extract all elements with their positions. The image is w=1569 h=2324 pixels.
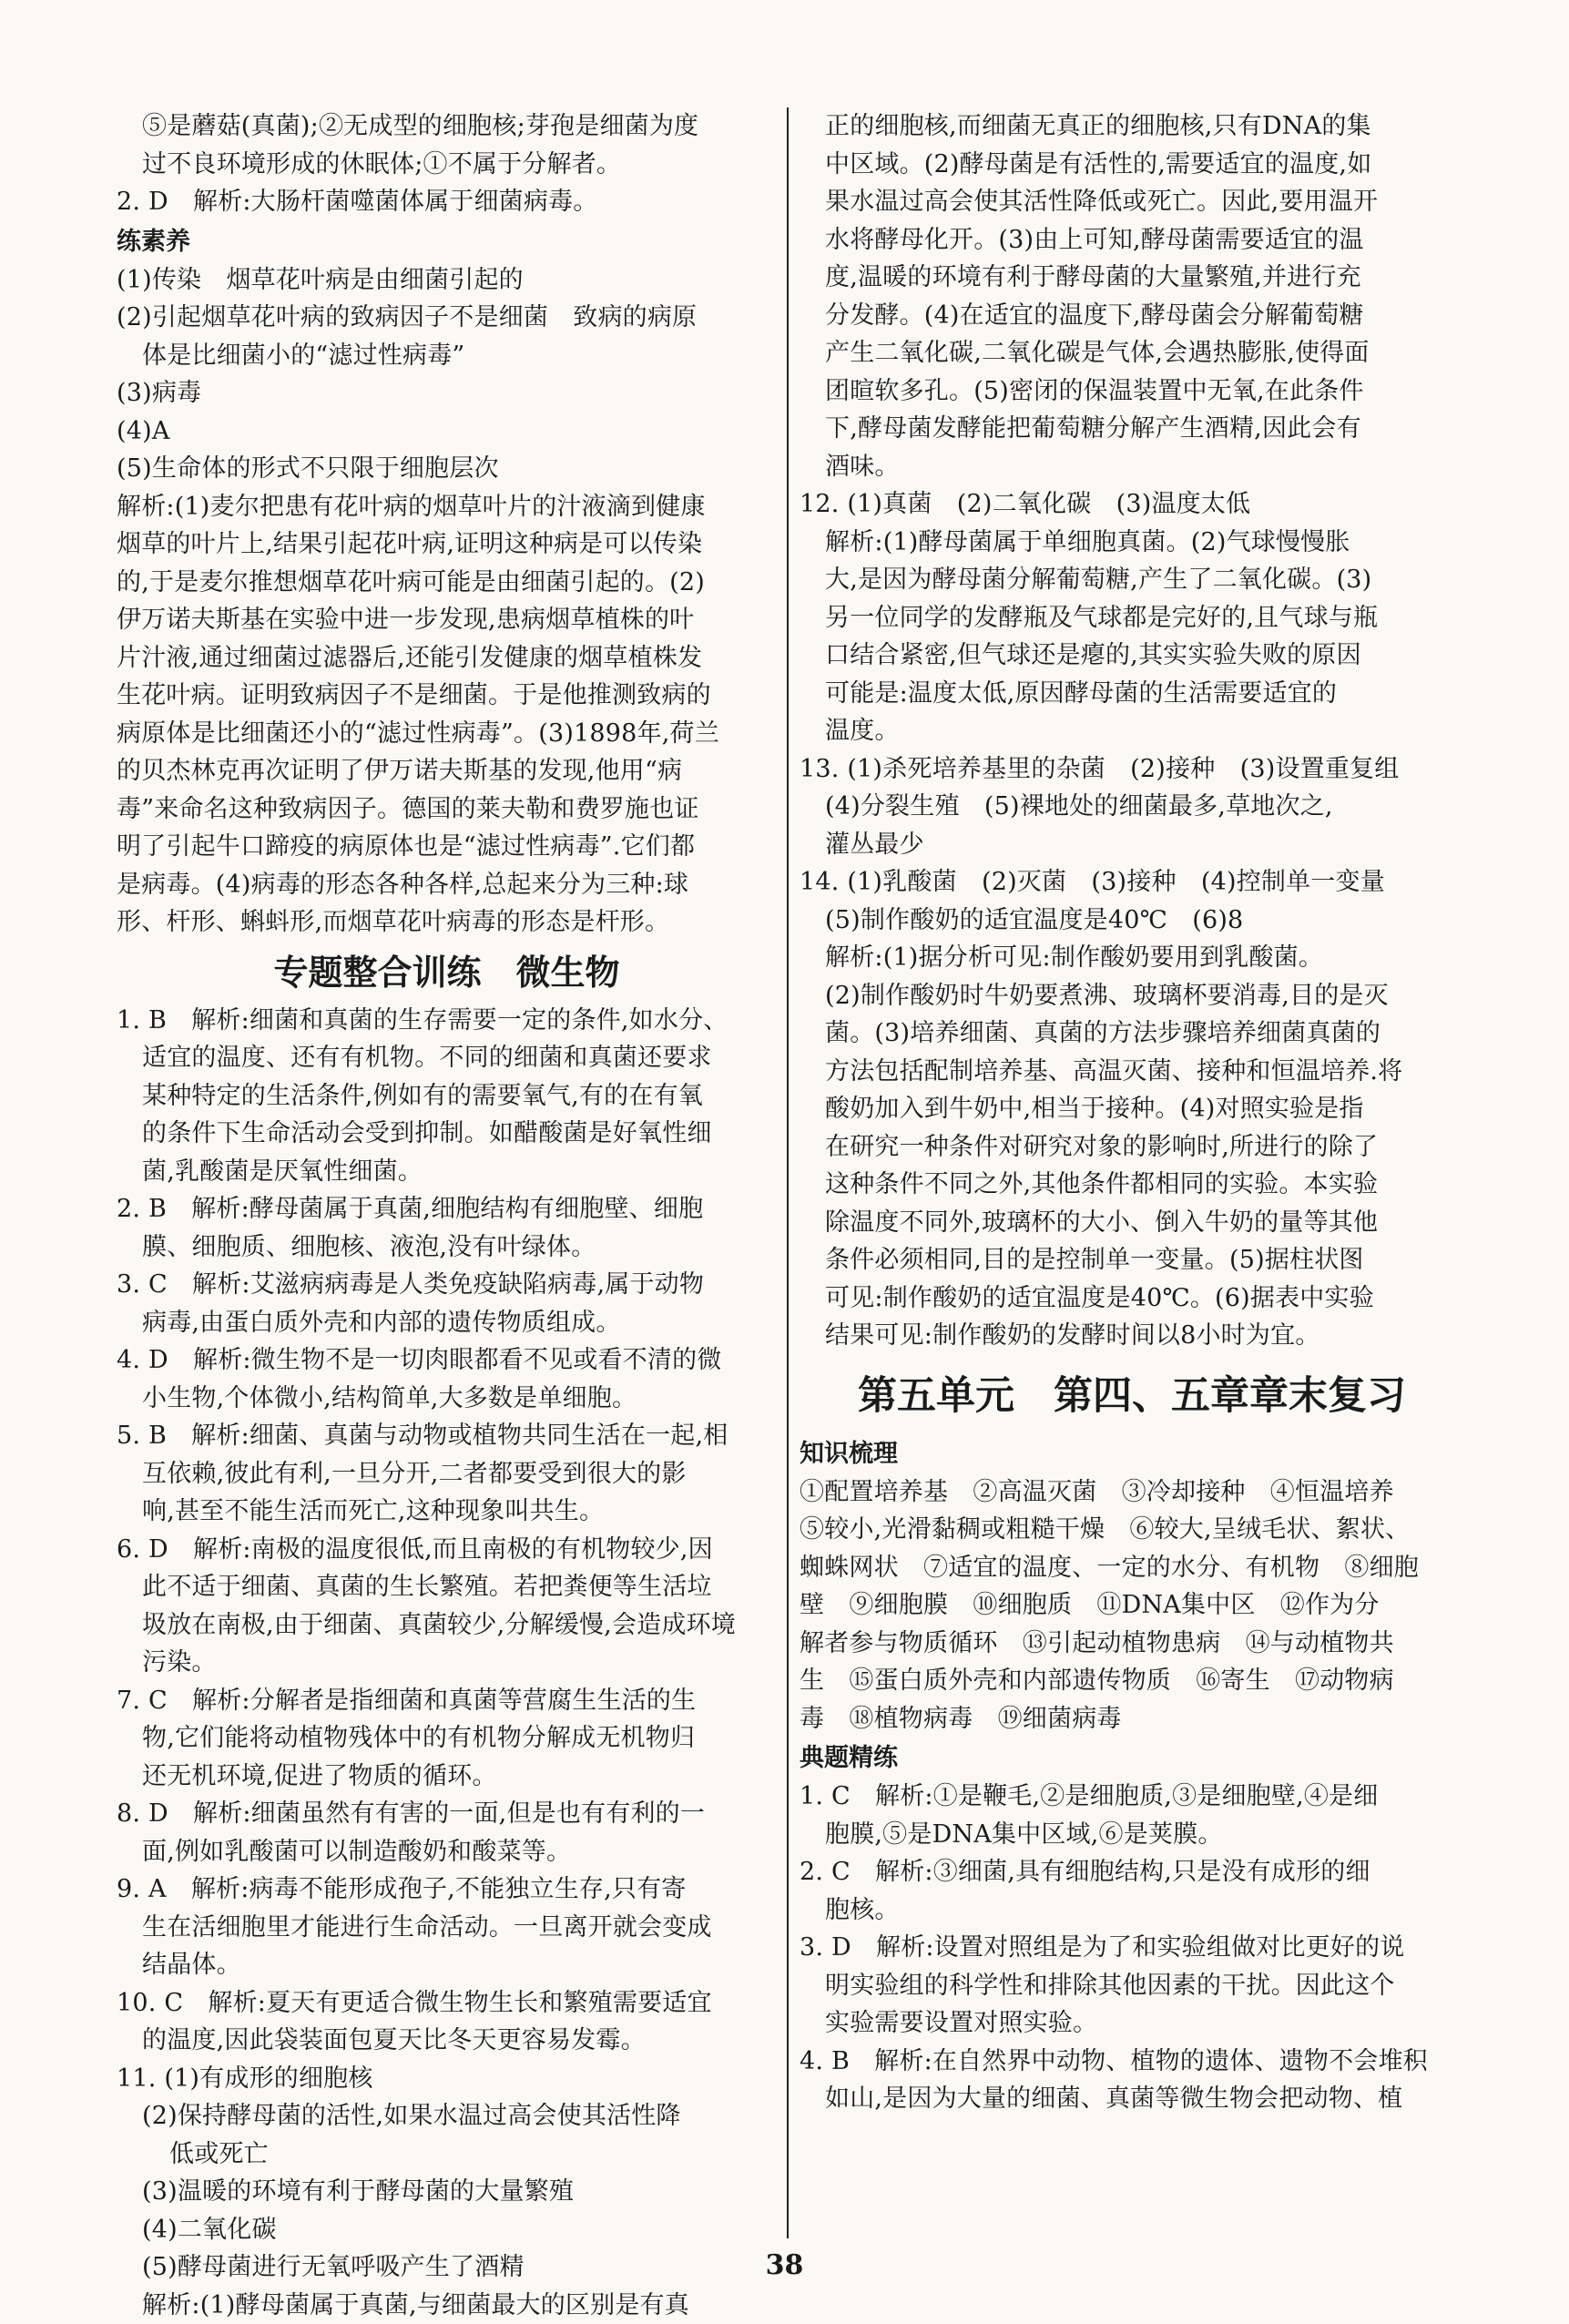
text-line: 明了引起牛口蹄疫的病原体也是“滤过性病毒”.它们都 — [117, 828, 777, 866]
text-line: 烟草的叶片上,结果引起花叶病,证明这种病是可以传染 — [117, 525, 777, 564]
section-title: 专题整合训练 微生物 — [117, 945, 777, 1000]
text-line: 的温度,因此袋装面包夏天比冬天更容易发霉。 — [117, 2022, 777, 2060]
text-line: 膜、细胞质、细胞核、液泡,没有叶绿体。 — [117, 1228, 777, 1267]
text-line: 壁 ⑨细胞膜 ⑩细胞质 ⑪DNA集中区 ⑫作为分 — [800, 1586, 1464, 1625]
left-column — [117, 107, 777, 2324]
text-line: 体是比细菌小的“滤过性病毒” — [117, 337, 777, 375]
text-line: (5)制作酸奶的适宜温度是40℃ (6)8 — [800, 902, 1464, 940]
text-line: 2. D 解析:大肠杆菌噬菌体属于细菌病毒。 — [117, 183, 777, 221]
text-line: 的贝杰林克再次证明了伊万诺夫斯基的发现,他用“病 — [117, 752, 777, 790]
text-line: 2. B 解析:酵母菌属于真菌,细胞结构有细胞壁、细胞 — [117, 1190, 777, 1228]
text-line: 5. B 解析:细菌、真菌与动物或植物共同生活在一起,相 — [117, 1417, 777, 1455]
text-line: 2. C 解析:③细菌,具有细胞结构,只是没有成形的细 — [800, 1853, 1464, 1891]
text-line: 低或死亡 — [117, 2135, 777, 2174]
text-line: 4. B 解析:在自然界中动物、植物的遗体、遗物不会堆积 — [800, 2043, 1464, 2081]
text-line: 3. C 解析:艾滋病病毒是人类免疫缺陷病毒,属于动物 — [117, 1266, 777, 1304]
text-line: 12. (1)真菌 (2)二氧化碳 (3)温度太低 — [800, 485, 1464, 524]
subsection-heading: 练素养 — [117, 223, 777, 261]
text-line: 中区域。(2)酵母菌是有活性的,需要适宜的温度,如 — [800, 146, 1464, 184]
text-line: 1. B 解析:细菌和真菌的生存需要一定的条件,如水分、 — [117, 1002, 777, 1040]
text-line: 此不适于细菌、真菌的生长繁殖。若把粪便等生活垃 — [117, 1568, 777, 1606]
text-line: 的条件下生命活动会受到抑制。如醋酸菌是好氧性细 — [117, 1115, 777, 1153]
text-line: 酸奶加入到牛奶中,相当于接种。(4)对照实验是指 — [800, 1090, 1464, 1128]
text-line: 解析:(1)据分析可见:制作酸奶要用到乳酸菌。 — [800, 939, 1464, 977]
subsection-heading: 知识梳理 — [800, 1435, 1464, 1473]
text-line: (5)酵母菌进行无氧呼吸产生了酒精 — [117, 2248, 777, 2287]
text-line: 这种条件不同之外,其他条件都相同的实验。本实验 — [800, 1166, 1464, 1204]
right-column — [800, 107, 1464, 2118]
text-line: ①配置培养基 ②高温灭菌 ③冷却接种 ④恒温培养 — [800, 1473, 1464, 1512]
text-line: 13. (1)杀死培养基里的杂菌 (2)接种 (3)设置重复组 — [800, 750, 1464, 789]
text-line: 胞膜,⑤是DNA集中区域,⑥是荚膜。 — [800, 1816, 1464, 1854]
text-line: 生 ⑮蛋白质外壳和内部遗传物质 ⑯寄生 ⑰动物病 — [800, 1662, 1464, 1700]
text-line: 产生二氧化碳,二氧化碳是气体,会遇热膨胀,使得面 — [800, 334, 1464, 372]
text-line: (4)A — [117, 413, 777, 451]
text-line: 11. (1)有成形的细胞核 — [117, 2060, 777, 2098]
text-line: 14. (1)乳酸菌 (2)灭菌 (3)接种 (4)控制单一变量 — [800, 863, 1464, 902]
text-line: 某种特定的生活条件,例如有的需要氧气,有的在有氧 — [117, 1077, 777, 1116]
text-line: 温度。 — [800, 712, 1464, 750]
text-line: 生在活细胞里才能进行生命活动。一旦离开就会变成 — [117, 1909, 777, 1947]
text-line: 结果可见:制作酸奶的发酵时间以8小时为宜。 — [800, 1317, 1464, 1355]
text-line: 下,酵母菌发酵能把葡萄糖分解产生酒精,因此会有 — [800, 410, 1464, 448]
text-line: (3)温暖的环境有利于酵母菌的大量繁殖 — [117, 2173, 777, 2211]
text-line: 解者参与物质循环 ⑬引起动植物患病 ⑭与动植物共 — [800, 1625, 1464, 1663]
text-line: 的,于是麦尔推想烟草花叶病可能是由细菌引起的。(2) — [117, 564, 777, 602]
text-line: 正的细胞核,而细菌无真正的细胞核,只有DNA的集 — [800, 107, 1464, 146]
column-divider — [787, 107, 789, 2238]
text-line: 菌。(3)培养细菌、真菌的方法步骤培养细菌真菌的 — [800, 1014, 1464, 1053]
text-line: (2)制作酸奶时牛奶要煮沸、玻璃杯要消毒,目的是灭 — [800, 977, 1464, 1015]
text-line: 可见:制作酸奶的适宜温度是40℃。(6)据表中实验 — [800, 1279, 1464, 1318]
text-line: 10. C 解析:夏天有更适合微生物生长和繁殖需要适宜 — [117, 1984, 777, 2023]
text-line: 大,是因为酵母菌分解葡萄糖,产生了二氧化碳。(3) — [800, 561, 1464, 599]
text-line: 解析:(1)麦尔把患有花叶病的烟草叶片的汁液滴到健康 — [117, 488, 777, 526]
text-line: ⑤较小,光滑黏稠或粗糙干燥 ⑥较大,呈绒毛状、絮状、 — [800, 1511, 1464, 1549]
text-line: 另一位同学的发酵瓶及气球都是完好的,且气球与瓶 — [800, 599, 1464, 637]
text-line: 3. D 解析:设置对照组是为了和实验组做对比更好的说 — [800, 1929, 1464, 1967]
text-line: 菌,乳酸菌是厌氧性细菌。 — [117, 1153, 777, 1191]
text-line: (5)生命体的形式不只限于细胞层次 — [117, 450, 777, 488]
text-line: 6. D 解析:南极的温度很低,而且南极的有机物较少,因 — [117, 1531, 777, 1569]
text-line: (4)分裂生殖 (5)裸地处的细菌最多,草地次之, — [800, 788, 1464, 826]
text-line: 团暄软多孔。(5)密闭的保温装置中无氧,在此条件 — [800, 372, 1464, 411]
text-line: ⑤是蘑菇(真菌);②无成型的细胞核;芽孢是细菌为度 — [117, 107, 777, 146]
text-line: 响,甚至不能生活而死亡,这种现象叫共生。 — [117, 1493, 777, 1531]
text-line: 在研究一种条件对研究对象的影响时,所进行的除了 — [800, 1128, 1464, 1167]
text-line: 互依赖,彼此有利,一旦分开,二者都要受到很大的影 — [117, 1455, 777, 1493]
page-number: 38 — [0, 2249, 1569, 2281]
text-line: 1. C 解析:①是鞭毛,②是细胞质,③是细胞壁,④是细 — [800, 1778, 1464, 1816]
text-line: (3)病毒 — [117, 374, 777, 413]
text-line: 蜘蛛网状 ⑦适宜的温度、一定的水分、有机物 ⑧细胞 — [800, 1549, 1464, 1587]
text-line: 除温度不同外,玻璃杯的大小、倒入牛奶的量等其他 — [800, 1204, 1464, 1242]
text-line: 圾放在南极,由于细菌、真菌较少,分解缓慢,会造成环境 — [117, 1606, 777, 1645]
text-line: 如山,是因为大量的细菌、真菌等微生物会把动物、植 — [800, 2080, 1464, 2118]
text-line: 病原体是比细菌还小的“滤过性病毒”。(3)1898年,荷兰 — [117, 715, 777, 753]
text-line: 7. C 解析:分解者是指细菌和真菌等营腐生生活的生 — [117, 1682, 777, 1720]
text-line: 方法包括配制培养基、高温灭菌、接种和恒温培养.将 — [800, 1053, 1464, 1091]
text-line: 适宜的温度、还有有机物。不同的细菌和真菌还要求 — [117, 1039, 777, 1077]
text-line: (2)引起烟草花叶病的致病因子不是细菌 致病的病原 — [117, 299, 777, 337]
text-line: 水将酵母化开。(3)由上可知,酵母菌需要适宜的温 — [800, 221, 1464, 260]
text-line: 条件必须相同,目的是控制单一变量。(5)据柱状图 — [800, 1241, 1464, 1279]
text-line: 灌丛最少 — [800, 826, 1464, 864]
text-line: 污染。 — [117, 1644, 777, 1682]
text-line: 病毒,由蛋白质外壳和内部的遗传物质组成。 — [117, 1304, 777, 1342]
subsection-heading: 典题精练 — [800, 1739, 1464, 1778]
text-line: 物,它们能将动植物残体中的有机物分解成无机物归 — [117, 1719, 777, 1758]
text-line: 面,例如乳酸菌可以制造酸奶和酸菜等。 — [117, 1833, 777, 1871]
text-line: 是病毒。(4)病毒的形态各种各样,总起来分为三种:球 — [117, 866, 777, 904]
text-line: 毒”来命名这种致病因子。德国的莱夫勒和费罗施也证 — [117, 790, 777, 829]
text-line: 小生物,个体微小,结构简单,大多数是单细胞。 — [117, 1380, 777, 1418]
text-line: 片汁液,通过细菌过滤器后,还能引发健康的烟草植株发 — [117, 639, 777, 678]
text-line: 明实验组的科学性和排除其他因素的干扰。因此这个 — [800, 1967, 1464, 2005]
section-title: 第五单元 第四、五章章末复习 — [800, 1362, 1464, 1430]
text-line: 生花叶病。证明致病因子不是细菌。于是他推测致病的 — [117, 677, 777, 715]
text-line: 解析:(1)酵母菌属于真菌,与细菌最大的区别是有真 — [117, 2287, 777, 2324]
text-line: 可能是:温度太低,原因酵母菌的生活需要适宜的 — [800, 675, 1464, 713]
text-line: 口结合紧密,但气球还是瘪的,其实实验失败的原因 — [800, 637, 1464, 675]
text-line: 解析:(1)酵母菌属于单细胞真菌。(2)气球慢慢胀 — [800, 524, 1464, 562]
text-line: 胞核。 — [800, 1891, 1464, 1930]
text-line: (2)保持酵母菌的活性,如果水温过高会使其活性降 — [117, 2097, 777, 2135]
text-line: 实验需要设置对照实验。 — [800, 2004, 1464, 2043]
text-line: 过不良环境形成的休眠体;①不属于分解者。 — [117, 146, 777, 184]
text-line: (1)传染 烟草花叶病是由细菌引起的 — [117, 261, 777, 300]
text-line: 度,温暖的环境有利于酵母菌的大量繁殖,并进行充 — [800, 259, 1464, 297]
text-line: 9. A 解析:病毒不能形成孢子,不能独立生存,只有寄 — [117, 1870, 777, 1909]
text-line: 伊万诺夫斯基在实验中进一步发现,患病烟草植株的叶 — [117, 601, 777, 639]
text-line: 毒 ⑱植物病毒 ⑲细菌病毒 — [800, 1700, 1464, 1738]
text-line: 8. D 解析:细菌虽然有有害的一面,但是也有有利的一 — [117, 1795, 777, 1833]
text-line: 果水温过高会使其活性降低或死亡。因此,要用温开 — [800, 183, 1464, 221]
text-line: (4)二氧化碳 — [117, 2211, 777, 2249]
text-line: 酒味。 — [800, 448, 1464, 486]
text-line: 分发酵。(4)在适宜的温度下,酵母菌会分解葡萄糖 — [800, 297, 1464, 335]
text-line: 还无机环境,促进了物质的循环。 — [117, 1758, 777, 1796]
text-line: 形、杆形、蝌蚪形,而烟草花叶病毒的形态是杆形。 — [117, 903, 777, 942]
text-line: 4. D 解析:微生物不是一切肉眼都看不见或看不清的微 — [117, 1341, 777, 1380]
text-line: 结晶体。 — [117, 1946, 777, 1984]
